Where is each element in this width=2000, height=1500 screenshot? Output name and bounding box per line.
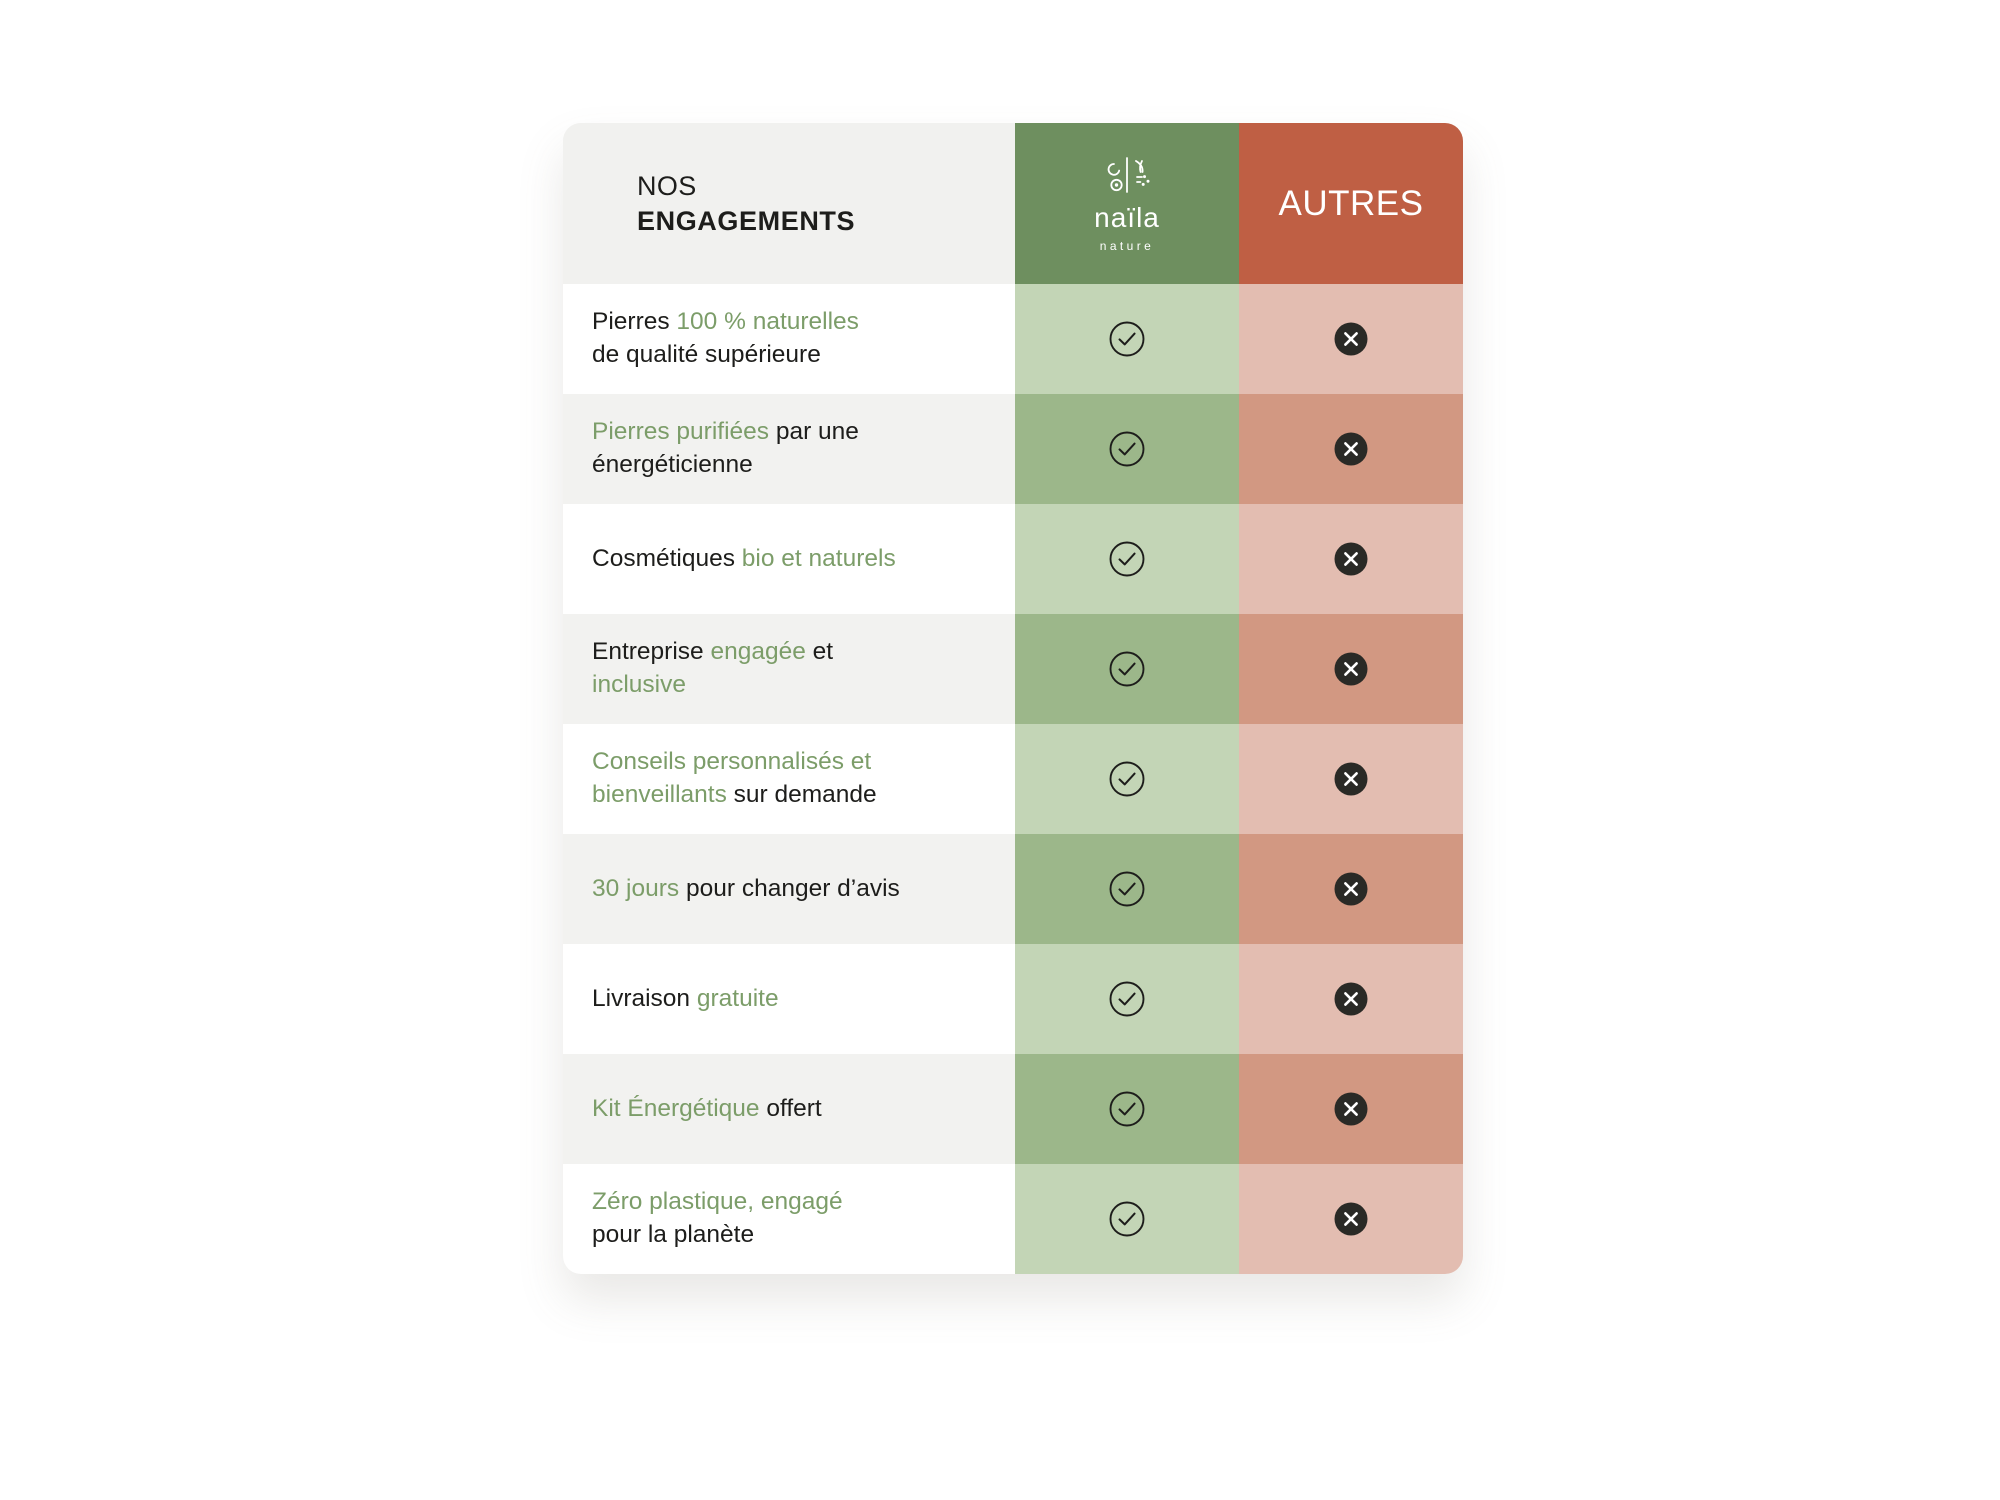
table-row: [563, 504, 1463, 614]
autres-status-cell: [1239, 284, 1463, 394]
check-icon: [1108, 870, 1146, 908]
header-title-line2: ENGAGEMENTS: [637, 205, 856, 236]
cross-icon: [1332, 980, 1370, 1018]
commitment-label-cell: [563, 1164, 1015, 1274]
commitment-label-cell: [563, 284, 1015, 394]
cross-icon: [1332, 1200, 1370, 1238]
label-plain: de qualité supérieure: [592, 341, 821, 368]
table-row: [563, 284, 1463, 394]
check-icon: [1108, 760, 1146, 798]
cross-icon: [1332, 320, 1370, 358]
table-row: [563, 1054, 1463, 1164]
page-title: [637, 169, 855, 238]
autres-status-cell: [1239, 504, 1463, 614]
autres-status-cell: [1239, 1164, 1463, 1274]
naila-status-cell: [1015, 944, 1239, 1054]
table-row: [563, 834, 1463, 944]
check-icon: [1108, 1090, 1146, 1128]
commitment-label: [592, 746, 877, 811]
label-plain: pour la planète: [592, 1221, 755, 1248]
label-highlight: Conseils personnalisés et: [592, 748, 872, 776]
check-icon: [1108, 540, 1146, 578]
cross-icon: [1332, 540, 1370, 578]
commitment-label-cell: [563, 944, 1015, 1054]
autres-status-cell: [1239, 394, 1463, 504]
label-plain: Entreprise: [592, 638, 711, 666]
label-plain: Pierres: [592, 308, 677, 336]
table-row: [563, 944, 1463, 1054]
cross-icon: [1332, 430, 1370, 468]
commitment-label-cell: [563, 504, 1015, 614]
header-brand-cell: [1015, 123, 1239, 284]
label-highlight: bio et naturels: [741, 544, 896, 572]
autres-status-cell: [1239, 834, 1463, 944]
commitment-label-cell: [563, 724, 1015, 834]
naila-status-cell: [1015, 614, 1239, 724]
naila-status-cell: [1015, 394, 1239, 504]
commitment-label-cell: [563, 1054, 1015, 1164]
check-icon: [1108, 650, 1146, 688]
label-highlight: 100 % naturelles: [676, 308, 859, 336]
autres-status-cell: [1239, 944, 1463, 1054]
commitment-label-cell: [563, 834, 1015, 944]
table-row: [563, 394, 1463, 504]
header-title-line1: NOS: [637, 171, 697, 202]
commitments-comparison-table: [563, 123, 1463, 1274]
commitment-label: [592, 543, 896, 576]
check-icon: [1108, 980, 1146, 1018]
table-header-row: [563, 123, 1463, 284]
commitment-label: [592, 306, 859, 371]
label-highlight: 30 jours: [592, 874, 680, 902]
label-plain: par une: [769, 418, 859, 446]
commitment-label: [592, 983, 779, 1016]
label-highlight: engagée: [710, 638, 806, 666]
brand-name: naïla: [1094, 202, 1160, 233]
table-row: [563, 614, 1463, 724]
commitment-label-cell: [563, 614, 1015, 724]
header-title-cell: [563, 123, 1015, 284]
naila-leaf-icon: [1096, 155, 1158, 200]
naila-status-cell: [1015, 1054, 1239, 1164]
cross-icon: [1332, 650, 1370, 688]
label-plain: sur demande: [726, 781, 877, 808]
label-plain: énergéticienne: [592, 451, 753, 478]
check-icon: [1108, 1200, 1146, 1238]
cross-icon: [1332, 1090, 1370, 1128]
table-body: [563, 284, 1463, 1274]
autres-status-cell: [1239, 1054, 1463, 1164]
header-others-cell: AUTRES: [1239, 123, 1463, 284]
commitment-label: [592, 873, 900, 906]
commitment-label: [592, 1093, 822, 1126]
table-row: [563, 1164, 1463, 1274]
label-plain: et: [805, 638, 834, 666]
check-icon: [1108, 430, 1146, 468]
label-plain: Livraison: [592, 984, 697, 1012]
label-highlight: bienveillants: [592, 781, 727, 808]
naila-status-cell: [1015, 284, 1239, 394]
label-highlight: Kit Énergétique: [592, 1094, 760, 1122]
commitment-label: [592, 416, 859, 481]
cross-icon: [1332, 870, 1370, 908]
label-plain: Cosmétiques: [592, 544, 742, 572]
naila-status-cell: [1015, 834, 1239, 944]
autres-status-cell: [1239, 724, 1463, 834]
commitment-label-cell: [563, 394, 1015, 504]
naila-status-cell: [1015, 1164, 1239, 1274]
label-plain: offert: [759, 1094, 822, 1122]
naila-status-cell: [1015, 504, 1239, 614]
naila-status-cell: [1015, 724, 1239, 834]
table-row: [563, 724, 1463, 834]
commitment-label: [592, 636, 833, 701]
label-highlight: inclusive: [592, 671, 686, 698]
label-highlight: gratuite: [696, 984, 779, 1012]
brand-tagline: nature: [1099, 239, 1155, 253]
label-highlight: Zéro plastique, engagé: [592, 1188, 843, 1216]
check-icon: [1108, 320, 1146, 358]
commitment-label: [592, 1186, 843, 1251]
autres-status-cell: [1239, 614, 1463, 724]
cross-icon: [1332, 760, 1370, 798]
label-plain: pour changer d’avis: [679, 874, 900, 902]
label-highlight: Pierres purifiées: [592, 418, 770, 446]
